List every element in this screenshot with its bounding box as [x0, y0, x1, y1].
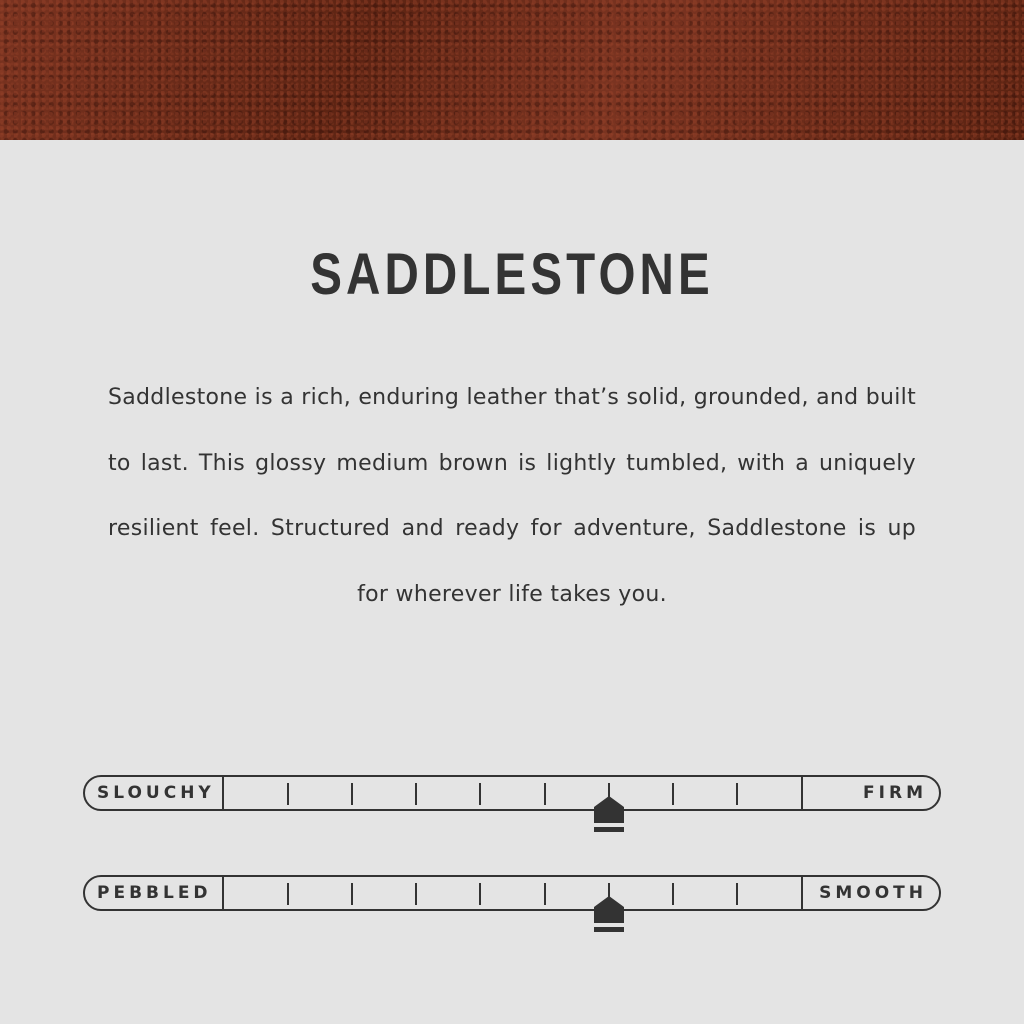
leather-swatch: [0, 0, 1024, 140]
scale-divider: [222, 877, 224, 909]
scale-tick: [479, 883, 481, 905]
scale-tick: [544, 783, 546, 805]
scale-marker-icon: [592, 895, 626, 937]
scale-divider: [801, 877, 803, 909]
product-title: SADDLESTONE: [310, 242, 714, 307]
scale-tick: [415, 783, 417, 805]
scale-divider: [222, 777, 224, 809]
product-description: Saddlestone is a rich, enduring leather that’s solid, grounded, and built to last. This glossy medium brown is lightly tumbled, with a uniquely resilient feel. Structured and ready for adventure, Saddlestone is up for wherever life takes you.: [108, 385, 916, 607]
scale-tick: [736, 883, 738, 905]
scale-tick: [479, 783, 481, 805]
scale-left-label: SLOUCHY: [97, 783, 215, 803]
texture-scale: [83, 875, 941, 911]
scale-divider: [801, 777, 803, 809]
scale-left-label: PEBBLED: [97, 883, 212, 903]
scale-tick: [351, 783, 353, 805]
scale-right-label: SMOOTH: [819, 883, 927, 903]
scale-marker-icon: [592, 795, 626, 837]
scale-tick: [415, 883, 417, 905]
scale-tick: [672, 783, 674, 805]
scale-tick: [736, 783, 738, 805]
firmness-scale: [83, 775, 941, 811]
scale-tick: [287, 883, 289, 905]
scale-right-label: FIRM: [863, 783, 927, 803]
scale-tick: [672, 883, 674, 905]
scale-tick: [544, 883, 546, 905]
scale-tick: [287, 783, 289, 805]
scale-tick: [351, 883, 353, 905]
